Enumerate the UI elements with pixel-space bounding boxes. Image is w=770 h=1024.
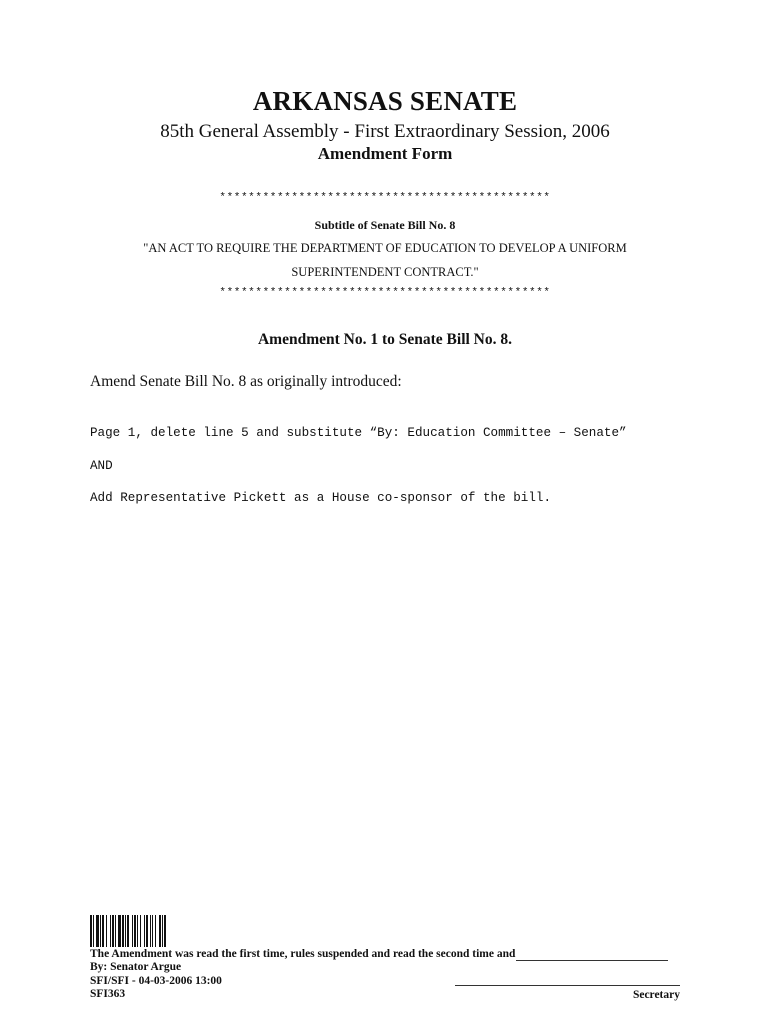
read-blank-line [516, 960, 668, 961]
secretary-label: Secretary [632, 989, 680, 1001]
read-statement: The Amendment was read the first time, rules suspended and read the second time and [90, 948, 516, 960]
document-title: ARKANSAS SENATE [252, 86, 518, 116]
amendment-line-3: Add Representative Pickett as a House co-sponsor of the bill. [90, 491, 552, 505]
subtitle-line-2: SUPERINTENDENT CONTRACT." [291, 265, 479, 279]
amendment-line-1: Page 1, delete line 5 and substitute “By: Education Committee – Senate” [90, 426, 627, 440]
separator-bottom: ********************************************** [219, 287, 551, 299]
sponsor-line: By: Senator Argue [90, 961, 182, 973]
amendment-heading: Amendment No. 1 to Senate Bill No. 8. [257, 331, 513, 348]
document-code: SFI363 [90, 988, 126, 1000]
barcode-icon [90, 915, 202, 947]
form-name: Amendment Form [317, 144, 453, 163]
amendment-line-2: AND [90, 459, 113, 473]
subtitle-text [110, 236, 660, 284]
session-line: 85th General Assembly - First Extraordinary Session, 2006 [160, 121, 610, 142]
secretary-signature-line [455, 985, 680, 986]
subtitle-line-1: "AN ACT TO REQUIRE THE DEPARTMENT OF EDUCATION TO DEVELOP A UNIFORM [143, 241, 627, 255]
sfi-timestamp: SFI/SFI - 04-03-2006 13:00 [90, 975, 222, 987]
subtitle-label: Subtitle of Senate Bill No. 8 [314, 218, 456, 232]
separator-top: ********************************************** [219, 192, 551, 204]
amendment-intro: Amend Senate Bill No. 8 as originally introduced: [90, 373, 402, 390]
